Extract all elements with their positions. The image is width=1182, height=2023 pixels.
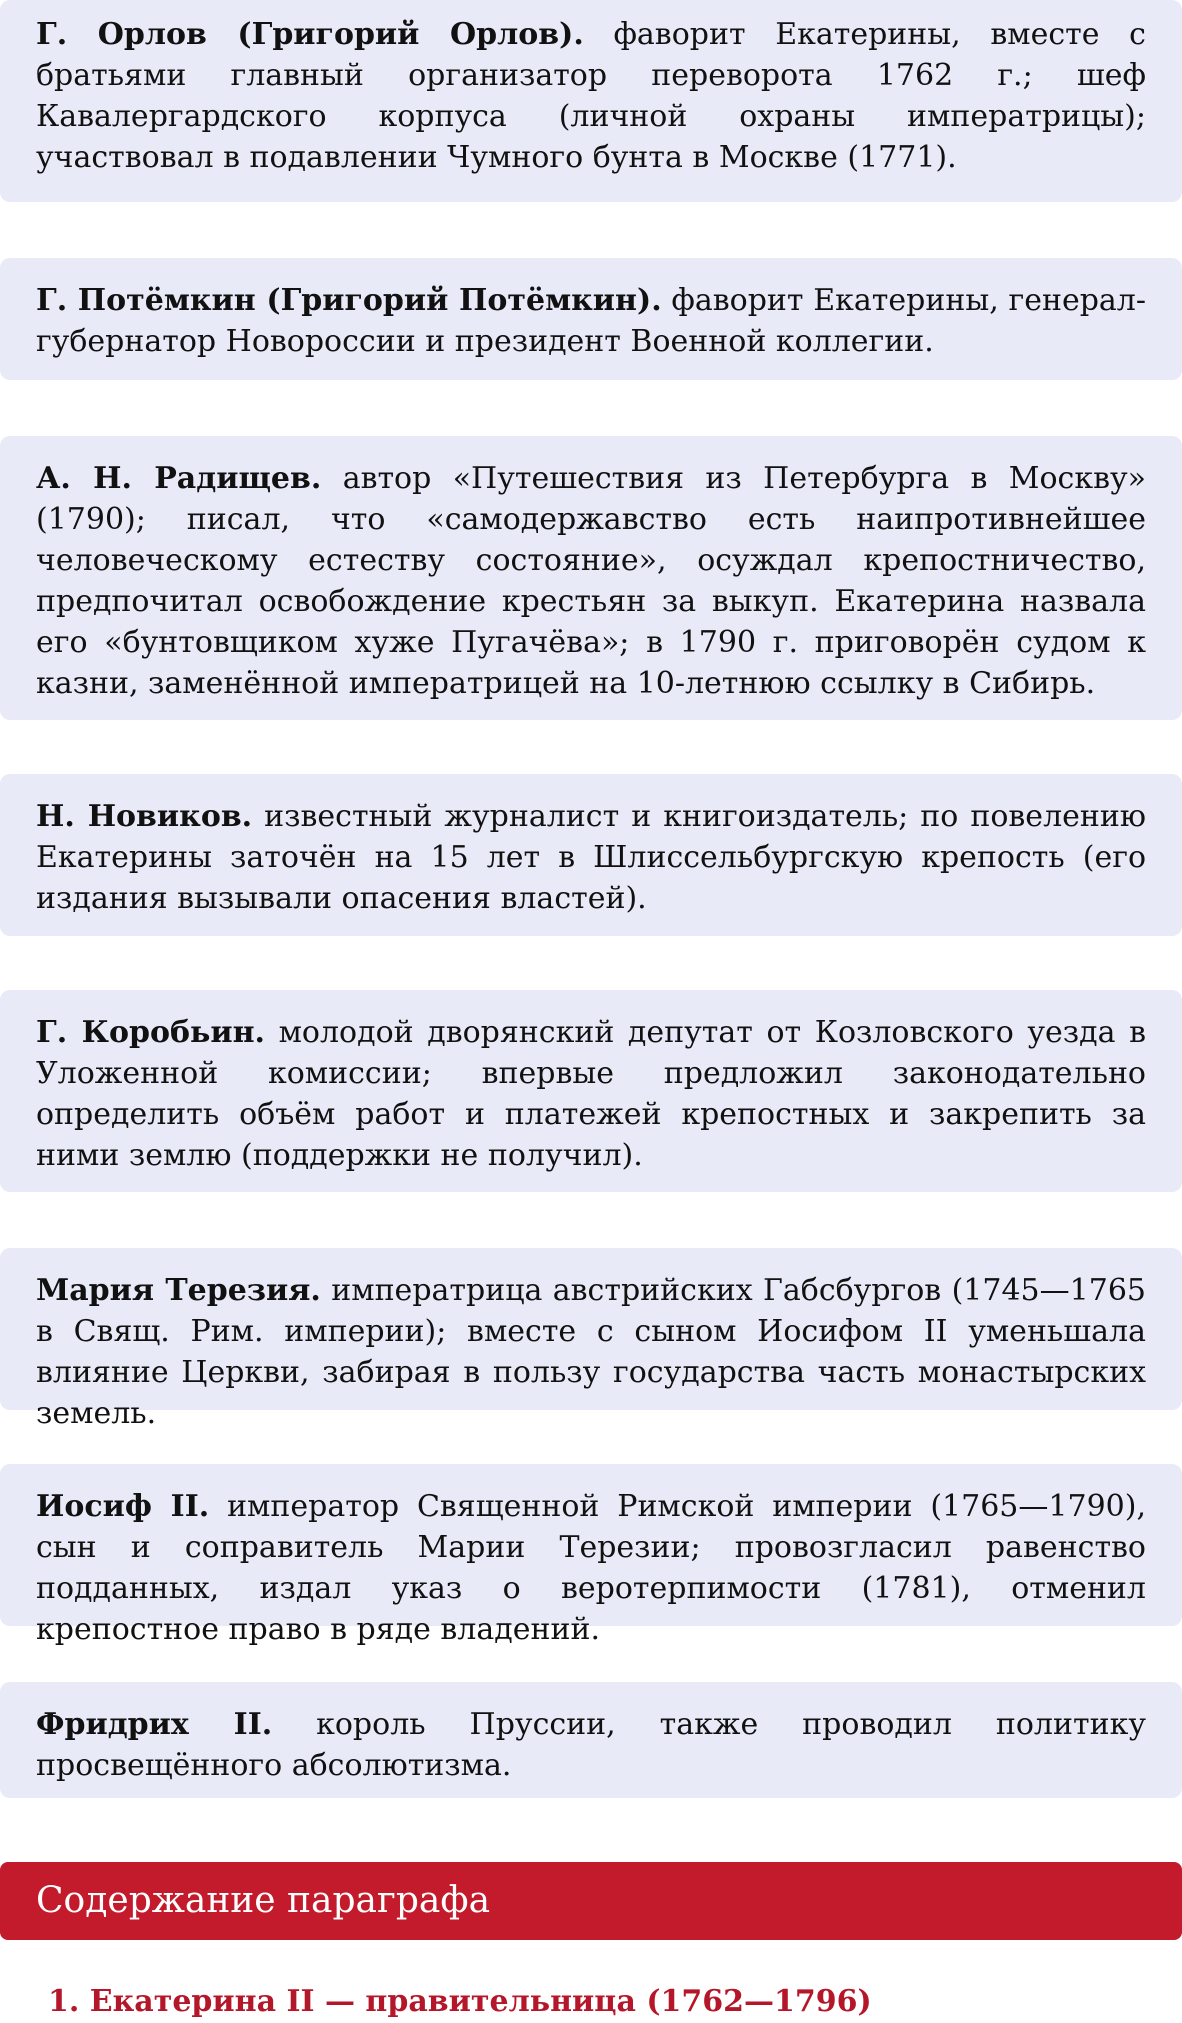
entry-card-korobin <box>0 990 1182 1192</box>
entry-card-orlov <box>0 0 1182 202</box>
entry-paragraph <box>36 1704 1146 1786</box>
entry-text: молодой дворянский депутат от Козловского уезда в Уложенной комиссии; впервые предложил законодательно определить объём работ и платежей крепостных и закрепить за ними землю (поддержки не получил). <box>36 1015 1146 1173</box>
entry-text: император Священной Римской империи (1765—1790), сын и соправитель Марии Терезии; провозгласил равенство подданных, издал указ о веротерпимости (1781), отменил крепостное право в ряде владений. <box>36 1489 1146 1647</box>
entry-paragraph <box>36 796 1146 919</box>
entry-text: король Пруссии, также проводил политику просвещённого абсолютизма. <box>36 1707 1146 1783</box>
entry-paragraph <box>36 280 1146 362</box>
entry-card-radishchev <box>0 436 1182 720</box>
entry-term: Г. Коробьин. <box>36 1015 265 1050</box>
entry-card-maria-theresa <box>0 1248 1182 1431</box>
entry-card-joseph-ii <box>0 1464 1182 1647</box>
entry-card-frederick-ii <box>0 1682 1182 1798</box>
entry-card-novikov <box>0 774 1182 936</box>
entry-term: Мария Терезия. <box>36 1273 321 1308</box>
entry-paragraph <box>36 14 1146 178</box>
section-header <box>0 1862 1182 1940</box>
entry-text: известный журналист и книгоиздатель; по повелению Екатерины заточён на 15 лет в Шлиссельбургскую крепость (его издания вызывали опасения властей). <box>36 799 1146 916</box>
entry-term: А. Н. Радищев. <box>36 461 322 496</box>
entry-paragraph <box>36 1270 1146 1434</box>
entry-paragraph <box>36 1012 1146 1176</box>
section-item-link[interactable]: 1. Екатерина II — правительница (1762—1796) <box>48 1984 872 2019</box>
entry-term: Г. Потёмкин (Григорий Потёмкин). <box>36 283 662 318</box>
entry-text: фаворит Екатерины, вместе с братьями главный организатор переворота 1762 г.; шеф Кавалергардского корпуса (личной охраны императрицы); участвовал в подавлении Чумного бунта в Москве (1771). <box>36 17 1146 175</box>
entry-text: императрица австрийских Габсбургов (1745—1765 в Свящ. Рим. империи); вместе с сыном Иосифом II уменьшала влияние Церкви, забирая в пользу государства часть монастырских земель. <box>36 1273 1146 1431</box>
entry-term: Иосиф II. <box>36 1489 210 1524</box>
entry-card-potemkin <box>0 258 1182 380</box>
entry-paragraph <box>36 458 1146 704</box>
section-title: Содержание параграфа <box>36 1880 491 1921</box>
entry-term: Фридрих II. <box>36 1707 273 1742</box>
entry-text: фаворит Екатерины, генерал-губернатор Новороссии и президент Военной коллегии. <box>36 283 1146 359</box>
entry-text: автор «Путешествия из Петербурга в Москву» (1790); писал, что «самодержавство есть наипротивнейшее человеческому естеству состояние», осуждал крепостничество, предпочитал освобождение крестьян за выкуп. Екатерина назвала его «бунтовщиком хуже Пугачёва»; в 1790 г. приговорён судом к казни, заменённой императрицей на 10-летнюю ссылку в Сибирь. <box>36 461 1147 701</box>
entry-term: Г. Орлов (Григорий Орлов). <box>36 17 584 52</box>
entry-paragraph <box>36 1486 1146 1650</box>
entry-term: Н. Новиков. <box>36 799 253 834</box>
